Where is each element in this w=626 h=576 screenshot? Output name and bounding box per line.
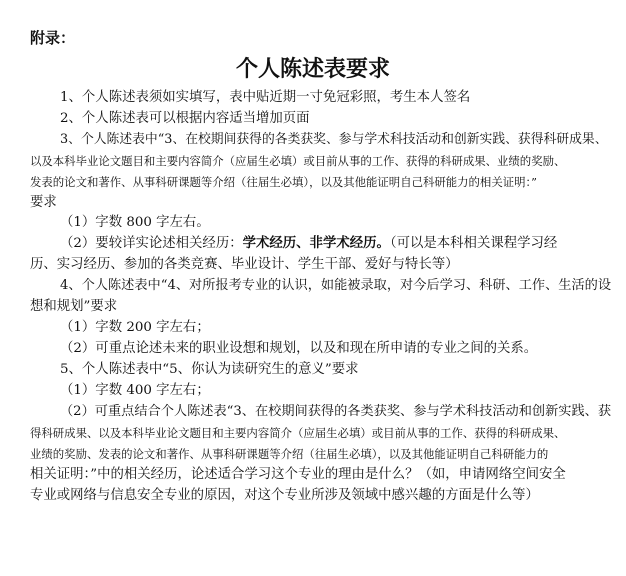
item-5-sub-1: （1）字数 400 字左右； xyxy=(60,383,210,398)
item-5-sub-2-line-1: （2）可重点结合个人陈述表“3、在校期间获得的各类获奖、参与学术科技活动和创新实践、获 xyxy=(60,404,612,419)
item-2: 2、个人陈述表可以根据内容适当增加页面 xyxy=(60,111,310,126)
item-3-sub-2-a: （2）要较详实论述相关经历： xyxy=(60,236,243,251)
item-5-sub-2-line-3: 业绩的奖励、发表的论文和著作、从事科研课题等介绍（往届生必填），以及其他能证明自己科研能力的 xyxy=(30,447,549,461)
item-3-sub-2-c: （可以是本科相关课程学习经 xyxy=(389,236,558,251)
item-1: 1、个人陈述表须如实填写，表中贴近期一寸免冠彩照，考生本人签名 xyxy=(60,90,471,105)
item-5-sub-2-line-4: 相关证明：”中的相关经历，论述适合学习这个专业的理由是什么？（如，申请网络空间安全 xyxy=(30,467,566,482)
item-3-sub-2 xyxy=(60,235,557,253)
item-3-line-3: 发表的论文和著作、从事科研课题等介绍（往届生必填），以及其他能证明自己科研能力的相关证明：” xyxy=(30,175,538,189)
item-3-sub-2-bold: 学术经历、非学术经历。 xyxy=(242,236,390,251)
item-4-sub-1: （1）字数 200 字左右； xyxy=(60,320,210,335)
appendix-label: 附录： xyxy=(30,29,76,47)
item-3-sub-1: （1）字数 800 字左右。 xyxy=(60,215,210,230)
item-5-line-1: 5、个人陈述表中“5、你认为读研究生的意义”要求 xyxy=(60,362,359,377)
page-title: 个人陈述表要求 xyxy=(235,57,390,82)
item-4-sub-2: （2）可重点论述未来的职业设想和规划，以及和现在所申请的专业之间的关系。 xyxy=(60,341,538,356)
item-4-line-2: 想和规划”要求 xyxy=(30,299,118,314)
item-3-line-1: 3、个人陈述表中“3、在校期间获得的各类获奖、参与学术科技活动和创新实践、获得科研成果、 xyxy=(60,132,608,147)
item-3-line-2: 以及本科毕业论文题目和主要内容简介（应届生必填）或目前从事的工作、获得的科研成果、业绩的奖励、 xyxy=(30,154,566,168)
item-3-line-4: 要求 xyxy=(30,195,57,210)
item-5-sub-2-line-2: 得科研成果、以及本科毕业论文题目和主要内容简介（应届生必填）或目前从事的工作、获得的科研成果、 xyxy=(30,426,566,440)
item-4-line-1: 4、个人陈述表中“4、对所报考专业的认识，如能被录取，对今后学习、科研、工作、生活的设 xyxy=(60,278,612,293)
item-3-sub-2-line-2: 历、实习经历、参加的各类竞赛、毕业设计、学生干部、爱好与特长等） xyxy=(30,257,459,272)
item-5-sub-2-line-5: 专业或网络与信息安全专业的原因，对这个专业所涉及领域中感兴趣的方面是什么等） xyxy=(30,488,539,503)
